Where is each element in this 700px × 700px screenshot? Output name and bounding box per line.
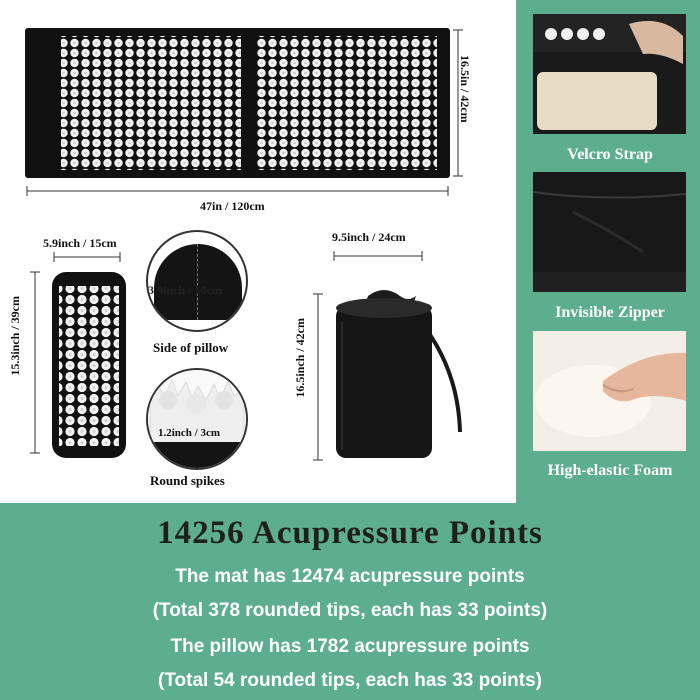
bag-width-label: 9.5inch / 24cm [332, 230, 406, 244]
mat-spikes [25, 28, 450, 178]
pillow-side-diameter-label: 3.9inch / 10cm [148, 283, 222, 297]
mat-width-dimension-line [25, 185, 450, 197]
summary-line-pillow-detail: (Total 54 rounded tips, each has 33 points) [158, 670, 542, 691]
feature-label-invisible-zipper: Invisible Zipper [555, 304, 665, 321]
summary-line-mat: The mat has 12474 acupressure points [175, 566, 525, 587]
pillow-length-label: 15.3inch / 39cm [8, 296, 22, 376]
acupressure-mat [25, 28, 450, 178]
mat-width-label: 47in / 120cm [200, 199, 265, 213]
summary-line-mat-detail: (Total 378 rounded tips, each has 33 points) [152, 600, 548, 621]
mat-height-label: 16.5in / 42cm [458, 55, 472, 123]
summary-line-pillow: The pillow has 1782 acupressure points [170, 636, 530, 657]
summary-headline: 14256 Acupressure Points [157, 515, 543, 551]
pillow [52, 272, 126, 458]
bag-height-dimension-line [312, 292, 324, 462]
pillow-length-dimension-line [29, 270, 41, 455]
mat-spike-panel-right [257, 36, 437, 170]
pillow-side-view [146, 230, 248, 332]
pillow-side-caption: Side of pillow [153, 340, 229, 355]
feature-label-high-elastic-foam: High-elastic Foam [547, 462, 673, 479]
bag-width-dimension-line [332, 250, 424, 262]
carrying-bag [330, 282, 470, 464]
spike-caption: Round spikes [150, 473, 225, 488]
invisible-zipper-photo [533, 172, 686, 292]
velcro-strap-photo [533, 14, 686, 134]
pillow-spikes [52, 272, 126, 458]
high-elastic-foam-photo [533, 331, 686, 451]
spike-size-label: 1.2inch / 3cm [158, 427, 221, 439]
bag-height-label: 16.5inch / 42cm [293, 318, 307, 398]
spike-closeup-graphic [148, 370, 246, 468]
round-spikes-view [146, 368, 248, 470]
pillow-width-dimension-line [52, 251, 122, 263]
mat-spike-panel-left [61, 36, 241, 170]
pillow-width-label: 5.9inch / 15cm [43, 236, 117, 250]
feature-label-velcro-strap: Velcro Strap [567, 146, 653, 163]
